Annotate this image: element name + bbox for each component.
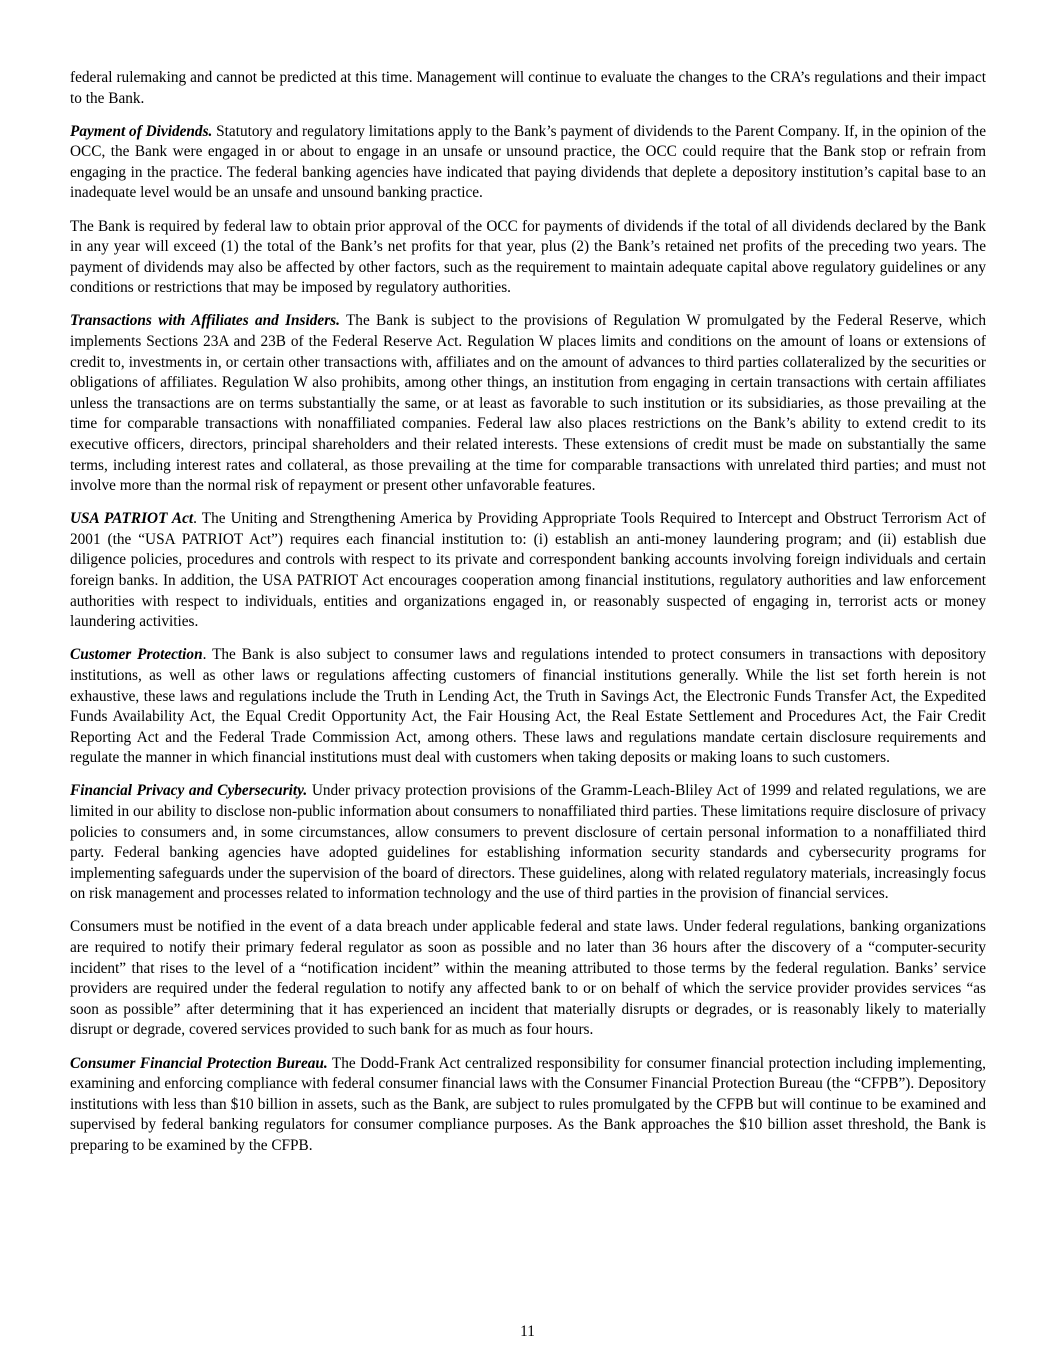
section-heading: Payment of Dividends. (70, 122, 213, 140)
paragraph-text: Statutory and regulatory limitations apply to the Bank’s payment of dividends to the Parent Company. If, in the opinion of the OCC, the Bank were engaged in or about to engage in an unsafe or unsound practice, the OCC could require that the Bank stop or refrain from engaging in the practice. The federal banking agencies have indicated that paying dividends that deplete a depository institution’s capital base to an inadequate level would be an unsafe and unsound banking practice. (70, 122, 986, 202)
paragraph-text: Consumers must be notified in the event of a data breach under applicable federal and state laws. Under federal regulations, banking organizations are required to notify their primary federal regulator as soon as possible and no later than 36 hours after the discovery of a “computer-security incident” that rises to the level of a “notification incident” within the meaning attributed to those terms by the federal regulation. Banks’ service providers are required under the federal regulation to notify any affected bank to or on behalf of which the service provider provides services “as soon as possible” after determining that it has experienced an incident that materially disrupts or degrades, or is reasonably likely to materially disrupt or degrade, covered services provided to such bank for as much as four hours. (70, 918, 986, 1039)
paragraph-text: Under privacy protection provisions of the Gramm-Leach-Bliley Act of 1999 and related regulations, we are limited in our ability to disclose non-public information about consumers to nonaffiliated third parties. These limitations require disclosure of privacy policies to consumers and, in some circumstances, allow consumers to prevent disclosure of certain personal information to a nonaffiliated third party. Federal banking agencies have adopted guidelines for establishing information security standards and cybersecurity programs for implementing safeguards under the supervision of the board of directors. These guidelines, along with related regulatory materials, increasingly focus on risk management and processes related to information technology and the use of third parties in the provision of financial services. (70, 782, 986, 903)
paragraph-customer-protection (70, 645, 986, 769)
paragraph-text: federal rulemaking and cannot be predicted at this time. Management will continue to evaluate the changes to the CRA’s regulations and their impact to the Bank. (70, 69, 986, 107)
section-heading: Customer Protection (70, 646, 203, 664)
section-heading: Financial Privacy and Cybersecurity. (70, 782, 308, 800)
section-heading: USA PATRIOT Act (70, 510, 194, 528)
paragraph-text: The Bank is required by federal law to obtain prior approval of the OCC for payments of dividends if the total of all dividends declared by the Bank in any year will exceed (1) the total of the Bank’s net profits for that year, plus (2) the Bank’s retained net profits of the preceding two years. The payment of dividends may also be affected by other factors, such as the requirement to maintain adequate capital above regulatory guidelines or any conditions or restrictions that may be imposed by regulatory authorities. (70, 217, 986, 297)
paragraph-payment-of-dividends (70, 122, 986, 204)
page-number: 11 (520, 1323, 535, 1340)
section-heading: Consumer Financial Protection Bureau. (70, 1054, 328, 1072)
paragraph-dividend-approval (70, 217, 986, 299)
section-heading: Transactions with Affiliates and Insiders. (70, 312, 340, 330)
paragraph-transactions-affiliates (70, 311, 986, 496)
paragraph-data-breach (70, 917, 986, 1041)
paragraph-usa-patriot-act (70, 509, 986, 633)
paragraph-text: The Bank is subject to the provisions of Regulation W promulgated by the Federal Reserve, which implements Sections 23A and 23B of the Federal Reserve Act. Regulation W places limits and conditions on the amount of loans or extensions of credit to, investments in, or certain other transactions with, affiliates and on the amount of advances to third parties collateralized by the securities or obligations of affiliates. Regulation W also prohibits, among other things, an institution from engaging in certain transactions with certain affiliates unless the transactions are on terms substantially the same, or at least as favorable to such institution or its subsidiaries, as those prevailing at the time for comparable transactions with nonaffiliated companies. Federal law also places restrictions on the Bank’s ability to extend credit to its executive officers, directors, principal shareholders and their related interests. These extensions of credit must be made on substantially the same terms, including interest rates and collateral, as those prevailing at the time for comparable transactions with unrelated third parties; and must not involve more than the normal risk of repayment or present other unfavorable features. (70, 312, 986, 495)
paragraph-text: . The Bank is also subject to consumer laws and regulations intended to protect consumers in transactions with depository institutions, as well as other laws or regulations affecting customers of financial institutions generally. While the list set forth herein is not exhaustive, these laws and regulations include the Truth in Lending Act, the Truth in Savings Act, the Electronic Funds Transfer Act, the Expedited Funds Availability Act, the Equal Credit Opportunity Act, the Fair Housing Act, the Real Estate Settlement and Procedures Act, the Fair Credit Reporting Act and the Federal Trade Commission Act, among others. These laws and regulations mandate certain disclosure requirements and regulate the manner in which financial institutions must deal with customers when taking deposits or making loans to such customers. (70, 646, 986, 767)
document-body (70, 68, 986, 1169)
paragraph-financial-privacy (70, 781, 986, 905)
paragraph-text: . The Uniting and Strengthening America by Providing Appropriate Tools Required to Intercept and Obstruct Terrorism Act of 2001 (the “USA PATRIOT Act”) requires each financial institution to: (i) establish an anti-money laundering program; and (ii) establish due diligence policies, procedures and controls with respect to its private and correspondent banking accounts involving foreign individuals and certain foreign banks. In addition, the USA PATRIOT Act encourages cooperation among financial institutions, regulatory authorities and law enforcement authorities with respect to individuals, entities and organizations engaged in, or reasonably suspected of engaging in, terrorist acts or money laundering activities. (70, 510, 986, 631)
paragraph-text: The Dodd-Frank Act centralized responsibility for consumer financial protection including implementing, examining and enforcing compliance with federal consumer financial laws with the Consumer Financial Protection Bureau (the “CFPB”). Depository institutions with less than $10 billion in assets, such as the Bank, are subject to rules promulgated by the CFPB but will continue to be examined and supervised by federal banking regulators for consumer compliance purposes. As the Bank approaches the $10 billion asset threshold, the Bank is preparing to be examined by the CFPB. (70, 1054, 986, 1154)
paragraph-cfpb (70, 1054, 986, 1157)
paragraph-cra-continuation (70, 68, 986, 109)
